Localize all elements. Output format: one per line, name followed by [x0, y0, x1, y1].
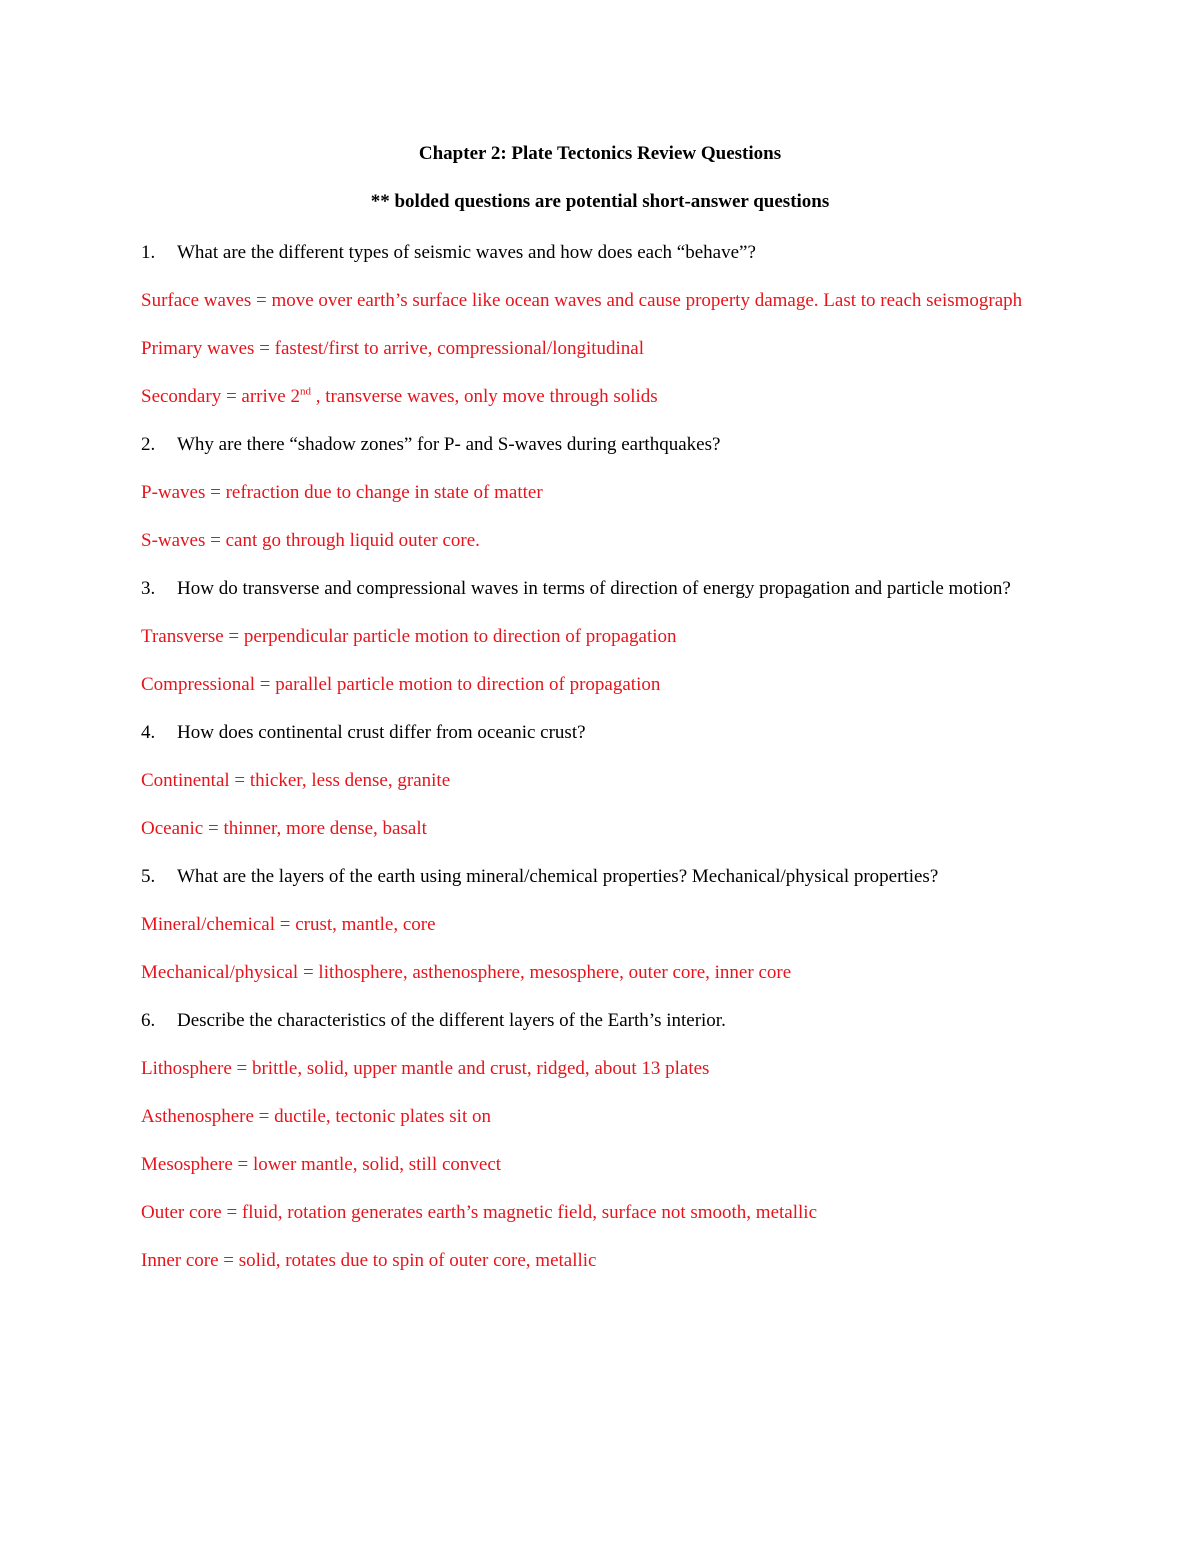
- answer-text-part: Secondary = arrive 2: [141, 386, 300, 407]
- answer-secondary-waves: [141, 382, 1061, 411]
- question-number: 1.: [141, 242, 156, 263]
- question-2: [141, 430, 1061, 459]
- ordinal-superscript: nd: [299, 385, 311, 398]
- question-5: [141, 862, 1061, 891]
- answer-lithosphere: Lithosphere = brittle, solid, upper mantle and crust, ridged, about 13 plates: [141, 1058, 710, 1079]
- answer-s-waves: S-waves = cant go through liquid outer core.: [141, 530, 480, 551]
- answer-mesosphere: Mesosphere = lower mantle, solid, still convect: [141, 1154, 502, 1175]
- question-3: [141, 574, 1061, 603]
- document-body: [141, 238, 1061, 1294]
- answer-text-part: , transverse waves, only move through solids: [310, 386, 658, 407]
- answer-compressional: Compressional = parallel particle motion to direction of propagation: [141, 674, 661, 695]
- answer-oceanic: Oceanic = thinner, more dense, basalt: [141, 818, 427, 839]
- question-text: What are the layers of the earth using mineral/chemical properties? Mechanical/physical properties?: [177, 866, 939, 887]
- answer-surface-waves: Surface waves = move over earth’s surface like ocean waves and cause property damage. Last to reach seismograph: [141, 290, 1023, 311]
- answer-mechanical-physical: Mechanical/physical = lithosphere, asthenosphere, mesosphere, outer core, inner core: [141, 962, 792, 983]
- answer-mineral-chemical: Mineral/chemical = crust, mantle, core: [141, 914, 436, 935]
- answer-continental: Continental = thicker, less dense, granite: [141, 770, 451, 791]
- question-number: 2.: [141, 434, 156, 455]
- question-number: 5.: [141, 866, 156, 887]
- question-text: Why are there “shadow zones” for P- and S-waves during earthquakes?: [177, 434, 721, 455]
- question-number: 3.: [141, 578, 156, 599]
- answer-inner-core: Inner core = solid, rotates due to spin of outer core, metallic: [141, 1250, 597, 1271]
- question-number: 6.: [141, 1010, 156, 1031]
- question-text: How do transverse and compressional waves in terms of direction of energy propagation and particle motion?: [177, 578, 1011, 599]
- answer-primary-waves: Primary waves = fastest/first to arrive, compressional/longitudinal: [141, 338, 645, 359]
- question-6: [141, 1006, 1061, 1035]
- answer-p-waves: P-waves = refraction due to change in state of matter: [141, 482, 543, 503]
- question-number: 4.: [141, 722, 156, 743]
- question-text: How does continental crust differ from oceanic crust?: [177, 722, 586, 743]
- question-1: [141, 238, 1061, 267]
- page-subtitle: ** bolded questions are potential short-answer questions: [370, 191, 830, 212]
- page-title: Chapter 2: Plate Tectonics Review Questions: [418, 143, 782, 164]
- question-text: Describe the characteristics of the different layers of the Earth’s interior.: [177, 1010, 726, 1031]
- answer-asthenosphere: Asthenosphere = ductile, tectonic plates sit on: [141, 1106, 491, 1127]
- answer-transverse: Transverse = perpendicular particle motion to direction of propagation: [141, 626, 677, 647]
- answer-outer-core: Outer core = fluid, rotation generates earth’s magnetic field, surface not smooth, metallic: [141, 1202, 818, 1223]
- question-text: What are the different types of seismic waves and how does each “behave”?: [177, 242, 756, 263]
- question-4: [141, 718, 1061, 747]
